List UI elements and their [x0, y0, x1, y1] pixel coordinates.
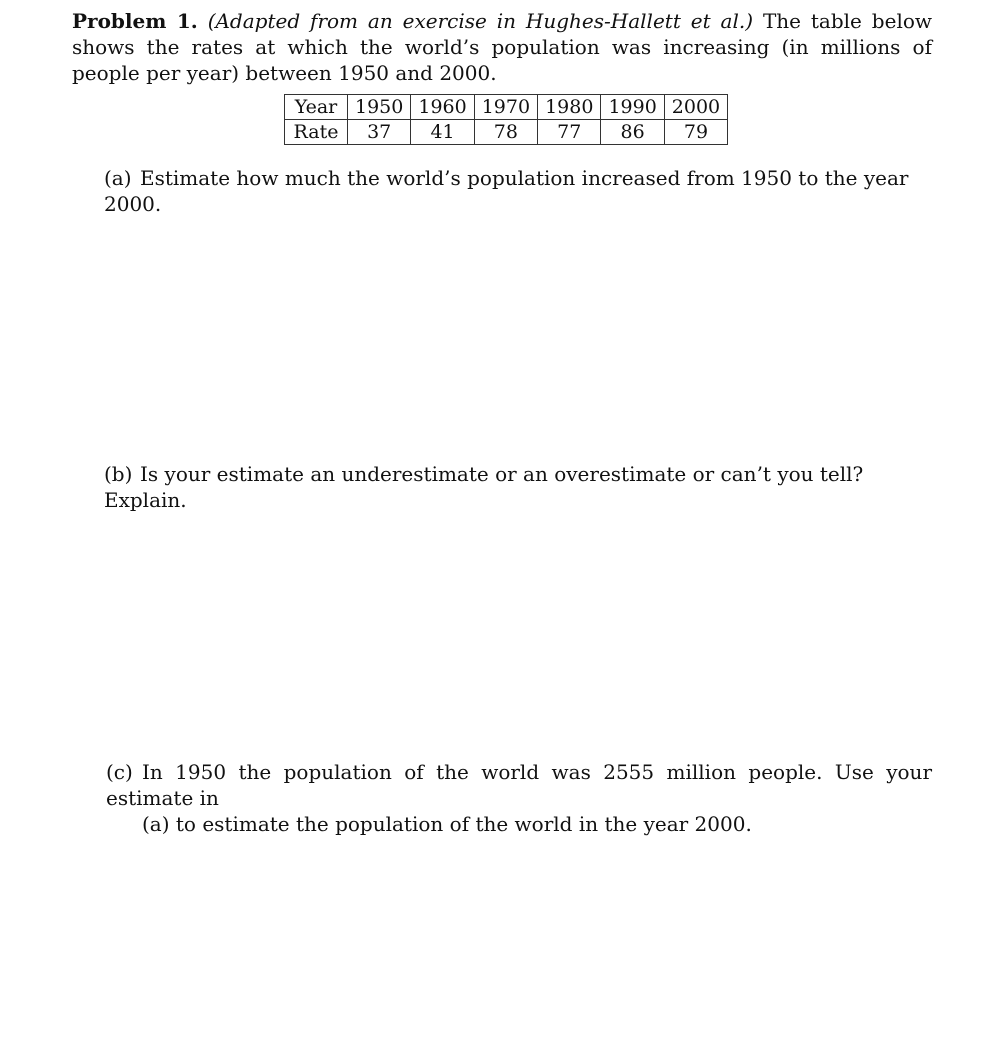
table-cell: 86	[601, 120, 664, 145]
table-row-year	[285, 95, 728, 120]
part-b-marker: (b)	[104, 462, 133, 486]
table-row-rate	[285, 120, 728, 145]
table-cell: 41	[411, 120, 474, 145]
part-b-text: Is your estimate an underestimate or an overestimate or can’t you tell? Explain.	[104, 462, 864, 512]
problem-statement	[72, 8, 932, 86]
problem-source: (Adapted from an exercise in Hughes-Hallett et al.)	[207, 9, 754, 33]
table-cell: 1950	[348, 95, 411, 120]
part-a-marker: (a)	[104, 166, 132, 190]
table-cell: 1960	[411, 95, 474, 120]
problem-intro-text: The table below shows the rates at which the world’s population was increasing (in millions of people per year) between 1950 and 2000.	[72, 9, 932, 85]
part-c-text-line1: In 1950 the population of the world was 2555 million people. Use your estimate in	[106, 760, 932, 810]
rates-table	[284, 94, 728, 145]
part-c-marker: (c)	[106, 760, 133, 784]
table-cell: 78	[474, 120, 537, 145]
part-c-text-line2: (a) to estimate the population of the world in the year 2000.	[142, 812, 752, 836]
table-header-year: Year	[285, 95, 348, 120]
part-a	[104, 165, 944, 217]
table-cell: 79	[664, 120, 727, 145]
part-b	[104, 461, 944, 513]
table-cell: 77	[538, 120, 601, 145]
rates-table-wrapper	[284, 94, 728, 145]
part-c	[106, 759, 932, 837]
table-cell: 2000	[664, 95, 727, 120]
table-header-rate: Rate	[285, 120, 348, 145]
part-a-text: Estimate how much the world’s population increased from 1950 to the year 2000.	[104, 166, 909, 216]
problem-label: Problem 1.	[72, 9, 198, 33]
table-cell: 1990	[601, 95, 664, 120]
table-cell: 37	[348, 120, 411, 145]
table-cell: 1980	[538, 95, 601, 120]
table-cell: 1970	[474, 95, 537, 120]
